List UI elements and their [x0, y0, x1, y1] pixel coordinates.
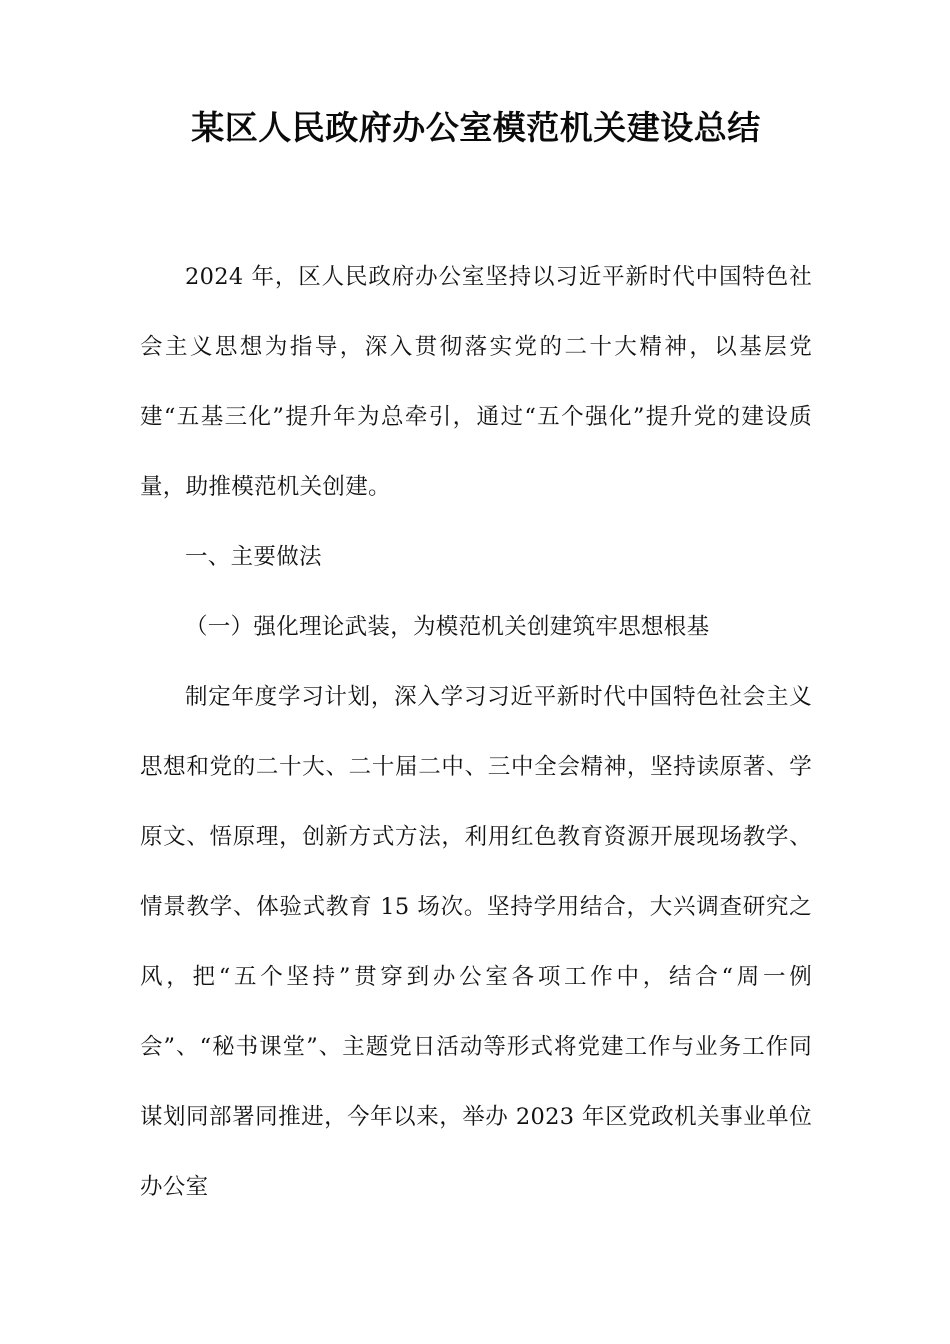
paragraph-theory-armament-body: 制定年度学习计划，深入学习习近平新时代中国特色社会主义思想和党的二十大、二十届二中、三中全会精神，坚持读原著、学原文、悟原理，创新方式方法，利用红色教育资源开展现场教学、情景教学、体验式教育 15 场次。坚持学用结合，大兴调查研究之风，把“五个坚持”贯穿到办公室各项工作中，结合“周一例会”、“秘书课堂”、主题党日活动等形式将党建工作与业务工作同谋划同部署同推进，今年以来，举办 2023 年区党政机关事业单位办公室 — [140, 684, 812, 1200]
document-content — [140, 0, 812, 1222]
subsection-heading-theory-armament: （一）强化理论武装，为模范机关创建筑牢思想根基 — [185, 614, 710, 640]
section-heading-main-methods: 一、主要做法 — [185, 544, 322, 570]
page-title: 某区人民政府办公室模范机关建设总结 — [191, 108, 761, 147]
document-body — [140, 242, 812, 1222]
paragraph-intro: 2024 年，区人民政府办公室坚持以习近平新时代中国特色社会主义思想为指导，深入贯彻落实党的二十大精神，以基层党建“五基三化”提升年为总牵引，通过“五个强化”提升党的建设质量，助推模范机关创建。 — [140, 264, 812, 500]
